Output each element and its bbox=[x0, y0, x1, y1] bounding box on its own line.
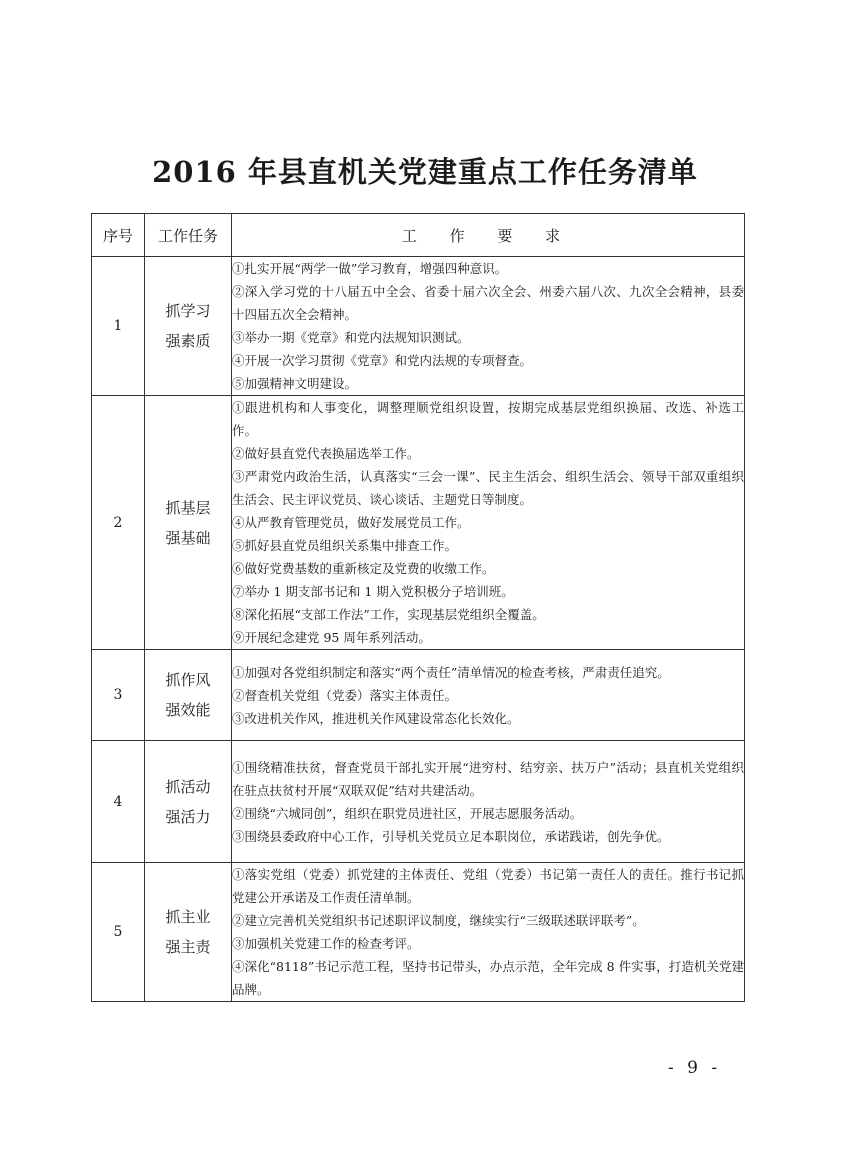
row-number: 3 bbox=[92, 650, 145, 741]
requirement-item: ②深入学习党的十八届五中全会、省委十届六次全会、州委六届八次、九次全会精神，县委十四届五次全会精神。 bbox=[232, 284, 744, 322]
table-row bbox=[92, 396, 745, 650]
task-line: 抓基层 bbox=[165, 498, 211, 517]
requirements-cell bbox=[232, 741, 745, 863]
task-cell bbox=[145, 396, 232, 650]
requirement-item: ⑧深化拓展“支部工作法”工作，实现基层党组织全覆盖。 bbox=[232, 607, 545, 622]
row-number: 2 bbox=[92, 396, 145, 650]
header-number: 序号 bbox=[92, 214, 145, 257]
table-row bbox=[92, 863, 745, 1002]
table-row bbox=[92, 257, 745, 396]
requirement-item: ⑦举办 1 期支部书记和 1 期入党积极分子培训班。 bbox=[232, 584, 514, 599]
table-row bbox=[92, 741, 745, 863]
requirement-item: ①加强对各党组织制定和落实“两个责任”清单情况的检查考核，严肃责任追究。 bbox=[232, 664, 670, 680]
requirement-item: ③严肃党内政治生活，认真落实“三会一课”、民主生活会、组织生活会、领导干部双重组织生活会、民主评议党员、谈心谈话、主题党日等制度。 bbox=[232, 469, 744, 507]
task-line: 强效能 bbox=[165, 701, 211, 719]
requirement-item: ①跟进机构和人事变化，调整理顺党组织设置，按期完成基层党组织换届、改选、补选工作。 bbox=[232, 400, 744, 438]
row-number: 5 bbox=[92, 863, 145, 1002]
task-line: 强活力 bbox=[165, 807, 211, 826]
requirements-cell bbox=[232, 650, 745, 741]
task-cell bbox=[145, 863, 232, 1002]
requirements-cell bbox=[232, 863, 745, 1002]
requirement-item: ①围绕精准扶贫，督查党员干部扎实开展“进穷村、结穷亲、扶万户”活动；县直机关党组织在驻点扶贫村开展“双联双促”结对共建活动。 bbox=[232, 759, 744, 798]
task-cell bbox=[145, 741, 232, 863]
requirement-item: ①扎实开展“两学一做”学习教育，增强四种意识。 bbox=[232, 261, 508, 276]
task-table bbox=[91, 213, 745, 1002]
table-header-row bbox=[92, 214, 745, 257]
row-number: 4 bbox=[92, 741, 145, 863]
requirement-item: ②督查机关党组（党委）落实主体责任。 bbox=[232, 687, 458, 703]
requirement-item: ②做好县直党代表换届选举工作。 bbox=[232, 446, 420, 461]
requirement-item: ⑤抓好县直党员组织关系集中排查工作。 bbox=[232, 538, 458, 553]
task-cell bbox=[145, 257, 232, 396]
row-number: 1 bbox=[92, 257, 145, 396]
task-line: 抓学习 bbox=[165, 302, 211, 320]
requirement-item: ⑥做好党费基数的重新核定及党费的收缴工作。 bbox=[232, 561, 495, 576]
requirement-item: ⑤加强精神文明建设。 bbox=[232, 376, 358, 391]
page-number: - 9 - bbox=[668, 1058, 722, 1078]
task-line: 强素质 bbox=[165, 332, 211, 350]
requirement-item: ④从严教育管理党员，做好发展党员工作。 bbox=[232, 515, 470, 530]
requirement-item: ③围绕县委政府中心工作，引导机关党员立足本职岗位，承诺践诺，创先争优。 bbox=[232, 828, 670, 844]
task-cell bbox=[145, 650, 232, 741]
requirement-item: ④深化“8118”书记示范工程，坚持书记带头，办点示范，全年完成 8 件实事，打造机关党建品牌。 bbox=[232, 959, 744, 997]
requirement-item: ③改进机关作风，推进机关作风建设常态化长效化。 bbox=[232, 710, 520, 726]
header-task: 工作任务 bbox=[145, 214, 232, 257]
requirement-item: ⑨开展纪念建党 95 周年系列活动。 bbox=[232, 630, 431, 645]
task-line: 强主责 bbox=[165, 938, 211, 956]
requirement-item: ③加强机关党建工作的检查考评。 bbox=[232, 936, 420, 951]
task-line: 抓作风 bbox=[165, 671, 211, 689]
header-requirements: 工 作 要 求 bbox=[232, 214, 745, 257]
document-title: 2016 年县直机关党建重点工作任务清单 bbox=[152, 155, 698, 189]
table-body bbox=[92, 257, 745, 1002]
requirement-item: ③举办一期《党章》和党内法规知识测试。 bbox=[232, 330, 470, 345]
task-line: 抓活动 bbox=[165, 777, 211, 796]
table-row bbox=[92, 650, 745, 741]
requirement-item: ②建立完善机关党组织书记述职评议制度，继续实行“三级联述联评联考”。 bbox=[232, 913, 645, 928]
requirement-item: ②围绕“六城同创”，组织在职党员进社区，开展志愿服务活动。 bbox=[232, 805, 583, 821]
requirements-cell bbox=[232, 396, 745, 650]
task-line: 抓主业 bbox=[165, 908, 211, 926]
requirement-item: ④开展一次学习贯彻《党章》和党内法规的专项督查。 bbox=[232, 353, 533, 368]
requirements-cell bbox=[232, 257, 745, 396]
task-line: 强基础 bbox=[165, 528, 211, 547]
requirement-item: ①落实党组（党委）抓党建的主体责任、党组（党委）书记第一责任人的责任。推行书记抓党建公开承诺及工作责任清单制。 bbox=[232, 867, 744, 905]
